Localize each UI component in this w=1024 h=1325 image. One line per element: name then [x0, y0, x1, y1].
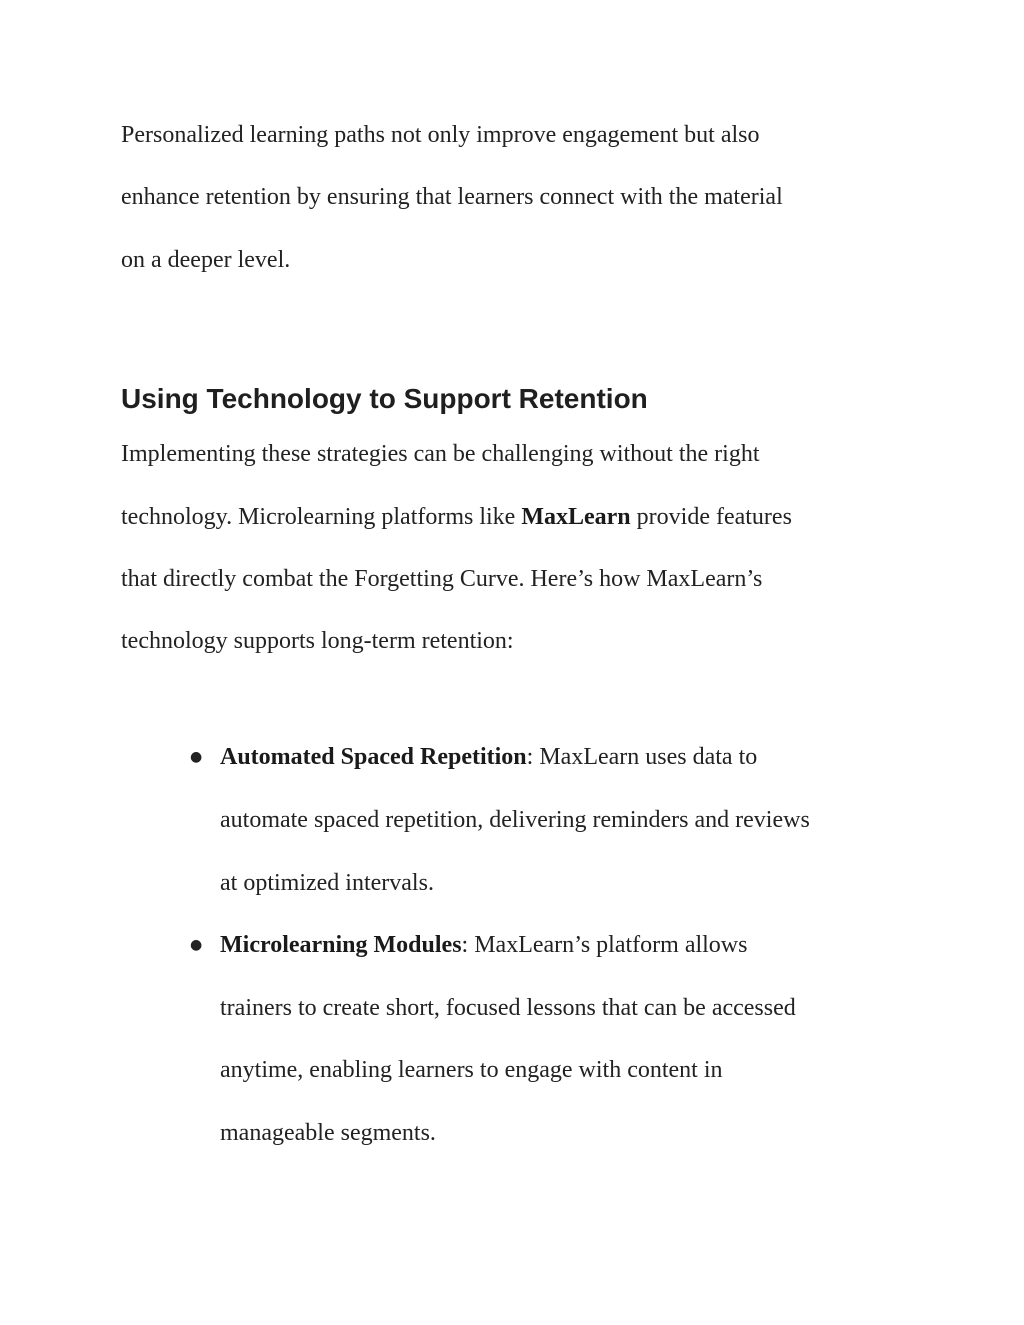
intro-line-3: on a deeper level. — [121, 247, 291, 273]
paragraph-line-2-end: provide features — [630, 504, 792, 530]
list-item-2-line-3: anytime, enabling learners to engage with content in — [220, 1057, 723, 1083]
paragraph-line-2 — [121, 502, 792, 532]
list-item-1-line-1 — [220, 742, 757, 772]
section-heading: Using Technology to Support Retention — [121, 383, 648, 414]
list-item-1-line-3: at optimized intervals. — [220, 870, 434, 896]
list-item-2-title: Microlearning Modules — [220, 932, 462, 958]
list-item-1-line-2: automate spaced repetition, delivering reminders and reviews — [220, 807, 810, 833]
list-item-2-line-2: trainers to create short, focused lessons that can be accessed — [220, 995, 796, 1021]
list-item-2-line-1 — [220, 930, 747, 960]
paragraph-line-1: Implementing these strategies can be challenging without the right — [121, 441, 760, 467]
list-item-2-line-4: manageable segments. — [220, 1120, 436, 1146]
list-item-1-title: Automated Spaced Repetition — [220, 744, 527, 770]
bullet-icon: ● — [190, 937, 203, 953]
paragraph-line-3: that directly combat the Forgetting Curve. Here’s how MaxLearn’s — [121, 566, 763, 592]
bullet-icon: ● — [190, 749, 203, 765]
maxlearn-bold-text: MaxLearn — [521, 504, 631, 530]
intro-line-1: Personalized learning paths not only improve engagement but also — [121, 122, 760, 148]
list-item-1-text: : MaxLearn uses data to — [526, 744, 758, 770]
intro-line-2: enhance retention by ensuring that learners connect with the material — [121, 184, 783, 210]
paragraph-line-2-start: technology. Microlearning platforms like — [121, 504, 522, 530]
paragraph-line-4: technology supports long-term retention: — [121, 628, 514, 654]
list-item-2-text: : MaxLearn’s platform allows — [461, 932, 748, 958]
